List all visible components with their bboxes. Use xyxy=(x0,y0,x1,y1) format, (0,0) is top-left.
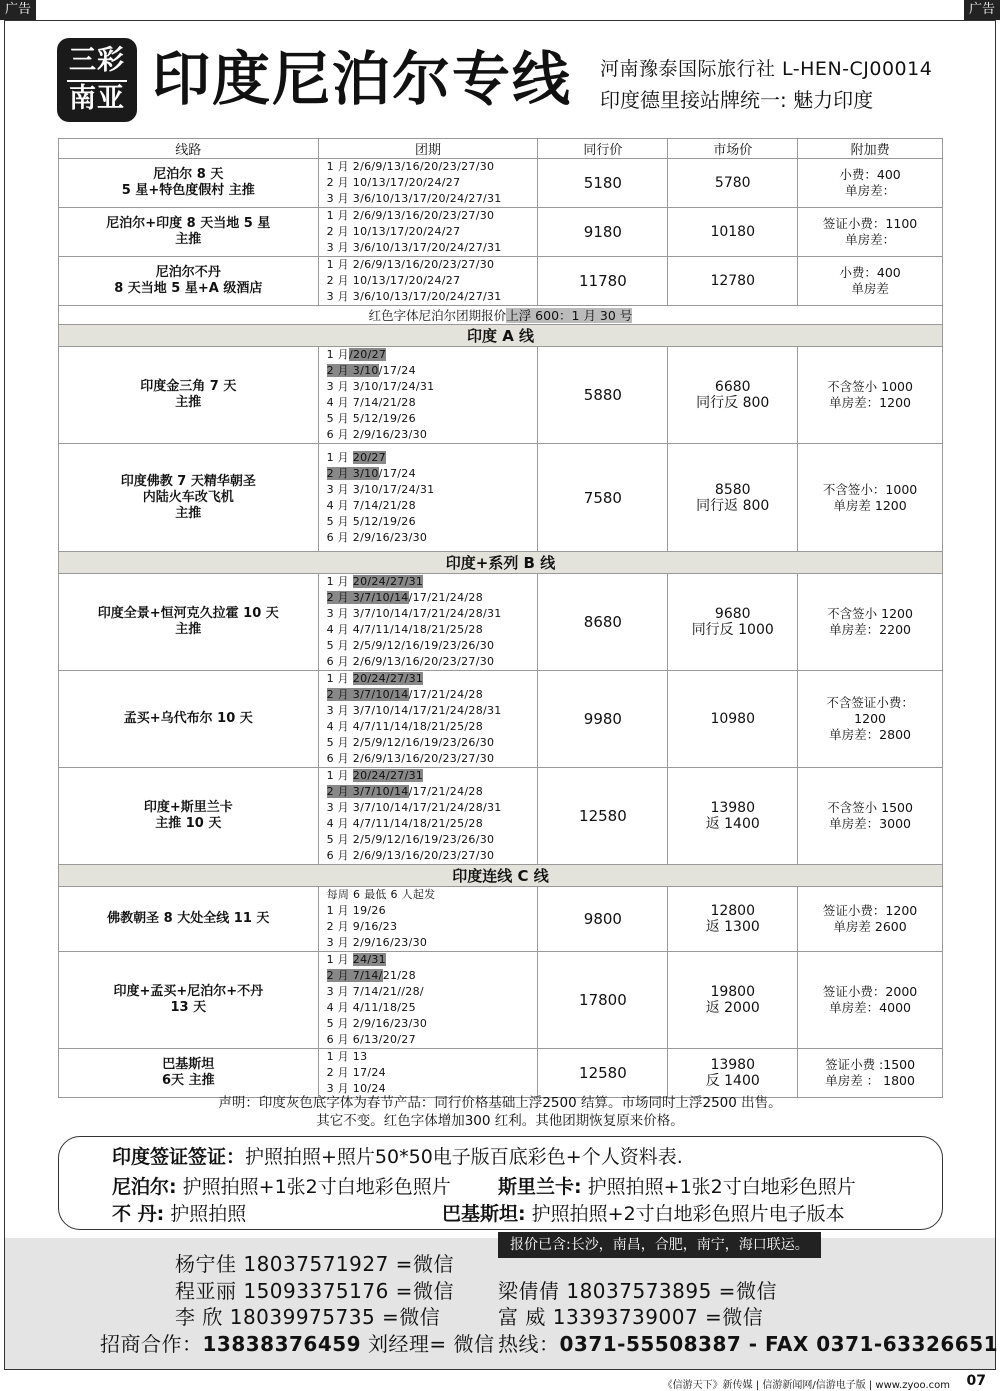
route-row xyxy=(59,768,943,865)
business-contact: 招商合作：13838376459 刘经理= 微信 xyxy=(100,1332,495,1356)
extra-fees: 不含签小 1000 单房差：1200 xyxy=(798,347,943,444)
col-header: 附加费 xyxy=(798,139,943,159)
price-includes-badge: 报价已含:长沙，南昌，合肥，南宁，海口联运。 xyxy=(498,1232,821,1258)
peer-price: 5880 xyxy=(538,347,668,444)
market-price: 13980 反 1400 xyxy=(668,1049,798,1098)
contact-2: 程亚丽 15093375176 =微信 xyxy=(175,1279,454,1303)
route-row xyxy=(59,257,943,306)
route-row xyxy=(59,574,943,671)
route-name: 佛教朝圣 8 大处全线 11 天 xyxy=(59,887,319,952)
extra-fees: 不含签小 1500 单房差：3000 xyxy=(798,768,943,865)
contact-1: 杨宁佳 18037571927 =微信 xyxy=(175,1252,454,1276)
col-header: 同行价 xyxy=(538,139,668,159)
visa-nepal: 尼泊尔: 护照拍照+1张2寸白地彩色照片 xyxy=(112,1176,451,1198)
page-title: 印度尼泊尔专线 xyxy=(152,45,573,113)
peer-price: 12580 xyxy=(538,768,668,865)
route-name: 尼泊尔+印度 8 天当地 5 星 主推 xyxy=(59,208,319,257)
departure-dates: 1 月 20/24/27/31 2 月 3/7/10/14/17/21/24/28 3 月 3/7/10/14/17/21/24/28/31 4 月 4/7/11/14/18/21/25/28 5 月 2/5/9/12/16/19/23/26/30 6 月 2/6/9/13/16/20/23/27/30 xyxy=(318,671,538,768)
route-name: 巴基斯坦 6天 主推 xyxy=(59,1049,319,1098)
extra-fees: 不含签小：1000 单房差 1200 xyxy=(798,444,943,552)
route-name: 尼泊尔 8 天 5 星+特色度假村 主推 xyxy=(59,159,319,208)
route-name: 尼泊尔不丹 8 天当地 5 星+A 级酒店 xyxy=(59,257,319,306)
extra-fees: 签证小费：2000 单房差：4000 xyxy=(798,952,943,1049)
visa-pakistan: 巴基斯坦: 护照拍照+2寸白地彩色照片电子版本 xyxy=(442,1203,845,1225)
market-price: 12780 xyxy=(668,257,798,306)
route-name: 孟买+乌代布尔 10 天 xyxy=(59,671,319,768)
peer-price: 11780 xyxy=(538,257,668,306)
ad-tag-right: 广告 xyxy=(964,0,1000,20)
extra-fees: 签证小费：1200 单房差 2600 xyxy=(798,887,943,952)
agency-name: 河南豫泰国际旅行社 L-HEN-CJ00014 xyxy=(600,58,933,80)
market-price: 9680 同行反 1000 xyxy=(668,574,798,671)
peer-price: 9800 xyxy=(538,887,668,952)
route-row xyxy=(59,347,943,444)
extra-fees: 不含签小 1200 单房差：2200 xyxy=(798,574,943,671)
extra-fees: 小费：400 单房差 xyxy=(798,257,943,306)
extra-fees: 签证小费：1100 单房差： xyxy=(798,208,943,257)
visa-srilanka: 斯里兰卡: 护照拍照+1张2寸白地彩色照片 xyxy=(498,1176,856,1198)
departure-dates: 1 月 20/27 2 月 3/10/17/24 3 月 3/10/17/24/31 4 月 7/14/21/28 5 月 5/12/19/26 6 月 2/9/16/23/30 xyxy=(318,444,538,552)
peer-price: 9180 xyxy=(538,208,668,257)
disclaimer-line-2: 其它不变。红色字体增加300 红利。其他团期恢复原来价格。 xyxy=(316,1113,684,1129)
market-price: 12800 返 1300 xyxy=(668,887,798,952)
col-header: 团期 xyxy=(318,139,538,159)
route-name: 印度全景+恒河克久拉霍 10 天 主推 xyxy=(59,574,319,671)
disclaimer-line-1: 声明：印度灰色底字体为春节产品：同行价格基础上浮2500 结算。市场同时上浮2500 出售。 xyxy=(218,1095,782,1111)
nepal-note: 红色字体尼泊尔团期报价上浮 600：1 月 30 号 xyxy=(59,306,943,325)
section-line-c: 印度连线 C 线 xyxy=(59,865,943,887)
market-price: 10180 xyxy=(668,208,798,257)
departure-dates: 1 月/20/27 2 月 3/10/17/24 3 月 3/10/17/24/31 4 月 7/14/21/28 5 月 5/12/19/26 6 月 2/9/16/23/30 xyxy=(318,347,538,444)
departure-dates: 1 月 2/6/9/13/16/20/23/27/30 2 月 10/13/17/20/24/27 3 月 3/6/10/13/17/20/24/27/31 xyxy=(318,208,538,257)
departure-dates: 1 月 24/31 2 月 7/14/21/28 3 月 7/14/21//28/ 4 月 4/11/18/25 5 月 2/9/16/23/30 6 月 6/13/20/27 xyxy=(318,952,538,1049)
route-name: 印度金三角 7 天 主推 xyxy=(59,347,319,444)
market-price: 6680 同行反 800 xyxy=(668,347,798,444)
departure-dates: 1 月 13 2 月 17/24 3 月 10/24 xyxy=(318,1049,538,1098)
page-number: 07 xyxy=(966,1373,986,1389)
departure-dates: 每周 6 最低 6 人起发 1 月 19/26 2 月 9/16/23 3 月 2/9/16/23/30 xyxy=(318,887,538,952)
departure-dates: 1 月 2/6/9/13/16/20/23/27/30 2 月 10/13/17/20/24/27 3 月 3/6/10/13/17/20/24/27/31 xyxy=(318,159,538,208)
section-line-a: 印度 A 线 xyxy=(59,325,943,347)
route-name: 印度+斯里兰卡 主推 10 天 xyxy=(59,768,319,865)
visa-bhutan: 不 丹: 护照拍照 xyxy=(112,1203,247,1225)
hotline: 热线：0371-55508387 - FAX 0371-63326651 xyxy=(498,1332,999,1356)
route-name: 印度佛教 7 天精华朝圣 内陆火车改飞机 主推 xyxy=(59,444,319,552)
route-row xyxy=(59,887,943,952)
visa-india: 印度签证签证：护照拍照+照片50*50电子版百底彩色+个人资料表. xyxy=(112,1146,683,1168)
contact-3: 梁倩倩 18037573895 =微信 xyxy=(498,1279,777,1303)
peer-price: 9980 xyxy=(538,671,668,768)
market-price: 19800 返 2000 xyxy=(668,952,798,1049)
price-table xyxy=(58,138,943,1098)
route-row xyxy=(59,159,943,208)
extra-fees: 不含签证小费： 1200 单房差：2800 xyxy=(798,671,943,768)
departure-dates: 1 月 20/24/27/31 2 月 3/7/10/14/17/21/24/28 3 月 3/7/10/14/17/21/24/28/31 4 月 4/7/11/14/18/21/25/28 5 月 2/5/9/12/16/19/23/26/30 6 月 2/6/9/13/16/20/23/27/30 xyxy=(318,768,538,865)
peer-price: 12580 xyxy=(538,1049,668,1098)
departure-dates: 1 月 2/6/9/13/16/20/23/27/30 2 月 10/13/17/20/24/27 3 月 3/6/10/13/17/20/24/27/31 xyxy=(318,257,538,306)
peer-price: 17800 xyxy=(538,952,668,1049)
peer-price: 8680 xyxy=(538,574,668,671)
route-row xyxy=(59,444,943,552)
ad-tag-left: 广告 xyxy=(0,0,36,20)
route-row xyxy=(59,208,943,257)
extra-fees: 小费：400 单房差： xyxy=(798,159,943,208)
market-price: 8580 同行返 800 xyxy=(668,444,798,552)
section-line-b: 印度+系列 B 线 xyxy=(59,552,943,574)
brand-logo: 三彩 南亚 xyxy=(57,38,137,122)
extra-fees: 签证小费 :1500 单房差 ： 1800 xyxy=(798,1049,943,1098)
route-name: 印度+孟买+尼泊尔+不丹 13 天 xyxy=(59,952,319,1049)
route-row xyxy=(59,671,943,768)
market-price: 5780 xyxy=(668,159,798,208)
peer-price: 7580 xyxy=(538,444,668,552)
departure-dates: 1 月 20/24/27/31 2 月 3/7/10/14/17/21/24/28 3 月 3/7/10/14/17/21/24/28/31 4 月 4/7/11/14/18/21/25/28 5 月 2/5/9/12/16/19/23/26/30 6 月 2/6/9/13/16/20/23/27/30 xyxy=(318,574,538,671)
peer-price: 5180 xyxy=(538,159,668,208)
contact-4: 李 欣 18039975735 =微信 xyxy=(175,1305,441,1329)
col-header: 市场价 xyxy=(668,139,798,159)
route-row xyxy=(59,952,943,1049)
market-price: 10980 xyxy=(668,671,798,768)
contact-5: 富 威 13393739007 =微信 xyxy=(498,1305,764,1329)
slogan: 印度德里接站牌统一: 魅力印度 xyxy=(600,88,874,112)
market-price: 13980 返 1400 xyxy=(668,768,798,865)
col-header: 线路 xyxy=(59,139,319,159)
route-row xyxy=(59,1049,943,1098)
footer-publication: 《信游天下》新传媒 | 信游新闻网/信游电子版 | www.zyoo.com xyxy=(662,1380,950,1391)
